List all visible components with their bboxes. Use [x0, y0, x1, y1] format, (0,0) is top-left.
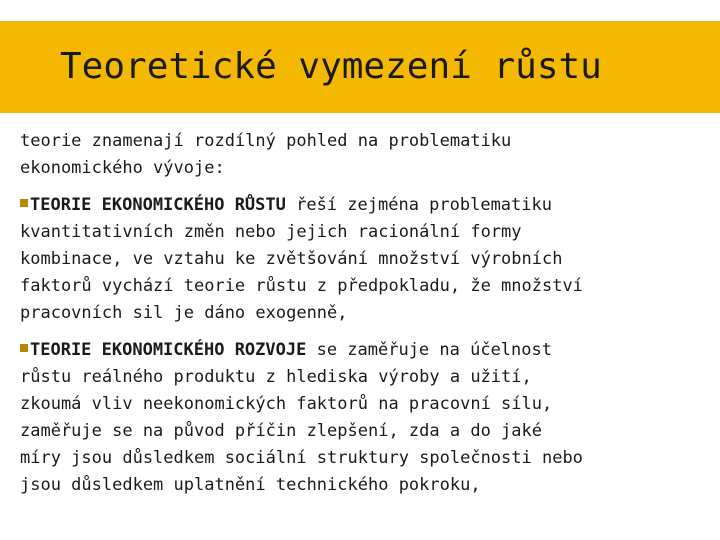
bullet-development-theory: [20, 337, 710, 499]
bullet-growth-theory: [20, 192, 710, 327]
square-bullet-icon: [20, 199, 28, 207]
square-bullet-icon: [20, 344, 28, 352]
bullet-term: TEORIE EKONOMICKÉHO RŮSTU: [30, 195, 286, 215]
slide-title: Teoretické vymezení růstu: [60, 46, 602, 87]
intro-text: teorie znamenají rozdílný pohled na problematiku ekonomického vývoje:: [20, 131, 512, 178]
bullet-text: se zaměřuje na účelnost růstu reálného produktu z hlediska výroby a užití, zkoumá vliv neekonomických faktorů na pracovní sílu, zaměřuje se na původ příčin zlepšení, zda a do jaké míry jsou důsledkem sociální struktury společnosti nebo jsou důsledkem uplatnění technického pokroku,: [20, 340, 583, 495]
bullet-term: TEORIE EKONOMICKÉHO ROZVOJE: [30, 340, 307, 360]
slide-content: [20, 128, 710, 509]
bullet-text: řeší zejména problematiku kvantitativních změn nebo jejich racionální formy kombinace, ve vztahu ke zvětšování množství výrobních faktorů vychází teorie růstu z předpokladu, že množství pracovních sil je dáno exogenně,: [20, 195, 583, 323]
